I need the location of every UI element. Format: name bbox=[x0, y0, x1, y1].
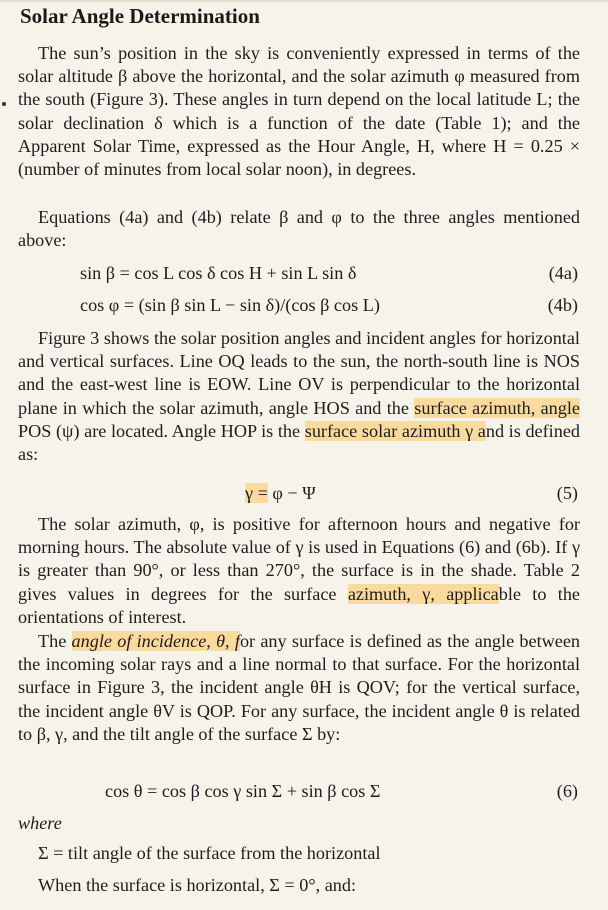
p5-part-b: or any surface is defined as the angle between the incoming solar rays and a line normal to that surface. For the horizontal surface in Figure 3, the incident angle θH is QOV; for the vertical surface, the incident angle θV is QOP. For any surface, the incident angle θ is related to β, γ, and the tilt angle of the surface Σ by: bbox=[18, 631, 580, 744]
equation-5-rest: φ − Ψ bbox=[267, 483, 316, 503]
p3-highlight-surface-solar-azimuth: surface solar azimuth γ a bbox=[304, 420, 486, 441]
equation-6-number: (6) bbox=[556, 781, 578, 801]
paragraph-intro-text: The sun’s position in the sky is conveniently expressed in terms of the solar altitude β above the horizontal, and the solar azimuth φ measured from the south (Figure 3). These angles in turn depend on the local latitude L; the solar declination δ which is a function of the date (Table 1); and the Apparent Solar Time, expressed as the Hour Angle, H, where H = 0.25 × (number of minutes from local solar noon), in degrees. bbox=[18, 43, 580, 180]
p3-highlight-surface-azimuth: surface azimuth, angle bbox=[414, 397, 580, 418]
paragraph-angle-of-incidence bbox=[18, 630, 580, 746]
p3-part-c: nd is defined as: bbox=[18, 420, 580, 465]
p5-highlight-angle-of-incidence: angle of incidence, θ, f bbox=[71, 631, 240, 651]
equation-5-gamma: γ = bbox=[245, 483, 268, 503]
p4-part-a: The solar azimuth, φ, is positive for afternoon hours and negative for morning hours. The absolute value of γ is used in Equations (6) and (6b). If γ is greater than 90°, or less than 270°, the surface is in the shade. Table 2 gives values in degrees for the surface bbox=[18, 514, 580, 604]
equation-4b: cos φ = (sin β sin L − sin δ)/(cos β cos L) bbox=[80, 295, 380, 315]
p5-part-a: The bbox=[38, 631, 72, 651]
p3-part-a: Figure 3 shows the solar position angles and incident angles for horizontal and vertical surfaces. Line OQ leads to the sun, the north-south line is NOS and the east-west line is EOW. Line OV is perpendicular to the horizontal plane in which the solar azimuth, angle HOS and the bbox=[18, 328, 580, 418]
paragraph-horizontal bbox=[18, 874, 580, 897]
equation-5-number: (5) bbox=[556, 483, 578, 503]
paragraph-intro bbox=[18, 42, 580, 181]
equation-6: cos θ = cos β cos γ sin Σ + sin β cos Σ bbox=[105, 781, 381, 801]
definition-sigma: Σ = tilt angle of the surface from the horizontal bbox=[38, 843, 381, 863]
paragraph-horizontal-text: When the surface is horizontal, Σ = 0°, and: bbox=[38, 875, 357, 895]
margin-dot bbox=[2, 102, 6, 106]
section-title: Solar Angle Determination bbox=[20, 4, 260, 28]
equation-5 bbox=[245, 483, 316, 504]
where-label: where bbox=[18, 813, 62, 833]
paragraph-equations-intro bbox=[18, 206, 580, 252]
paragraph-solar-azimuth bbox=[18, 513, 580, 629]
page-edge bbox=[0, 0, 608, 2]
p4-highlight: azimuth, γ, applica bbox=[347, 583, 499, 604]
p3-part-b: POS (ψ) are located. Angle HOP is the bbox=[18, 420, 305, 441]
equation-4a: sin β = cos L cos δ cos H + sin L sin δ bbox=[80, 263, 357, 283]
equation-4b-number: (4b) bbox=[547, 295, 578, 315]
equation-4a-number: (4a) bbox=[548, 263, 578, 283]
paragraph-equations-intro-text: Equations (4a) and (4b) relate β and φ to the three angles mentioned above: bbox=[18, 207, 580, 251]
paragraph-figure3 bbox=[18, 327, 580, 466]
p4-part-b: ble to the orientations of interest. bbox=[18, 583, 580, 627]
